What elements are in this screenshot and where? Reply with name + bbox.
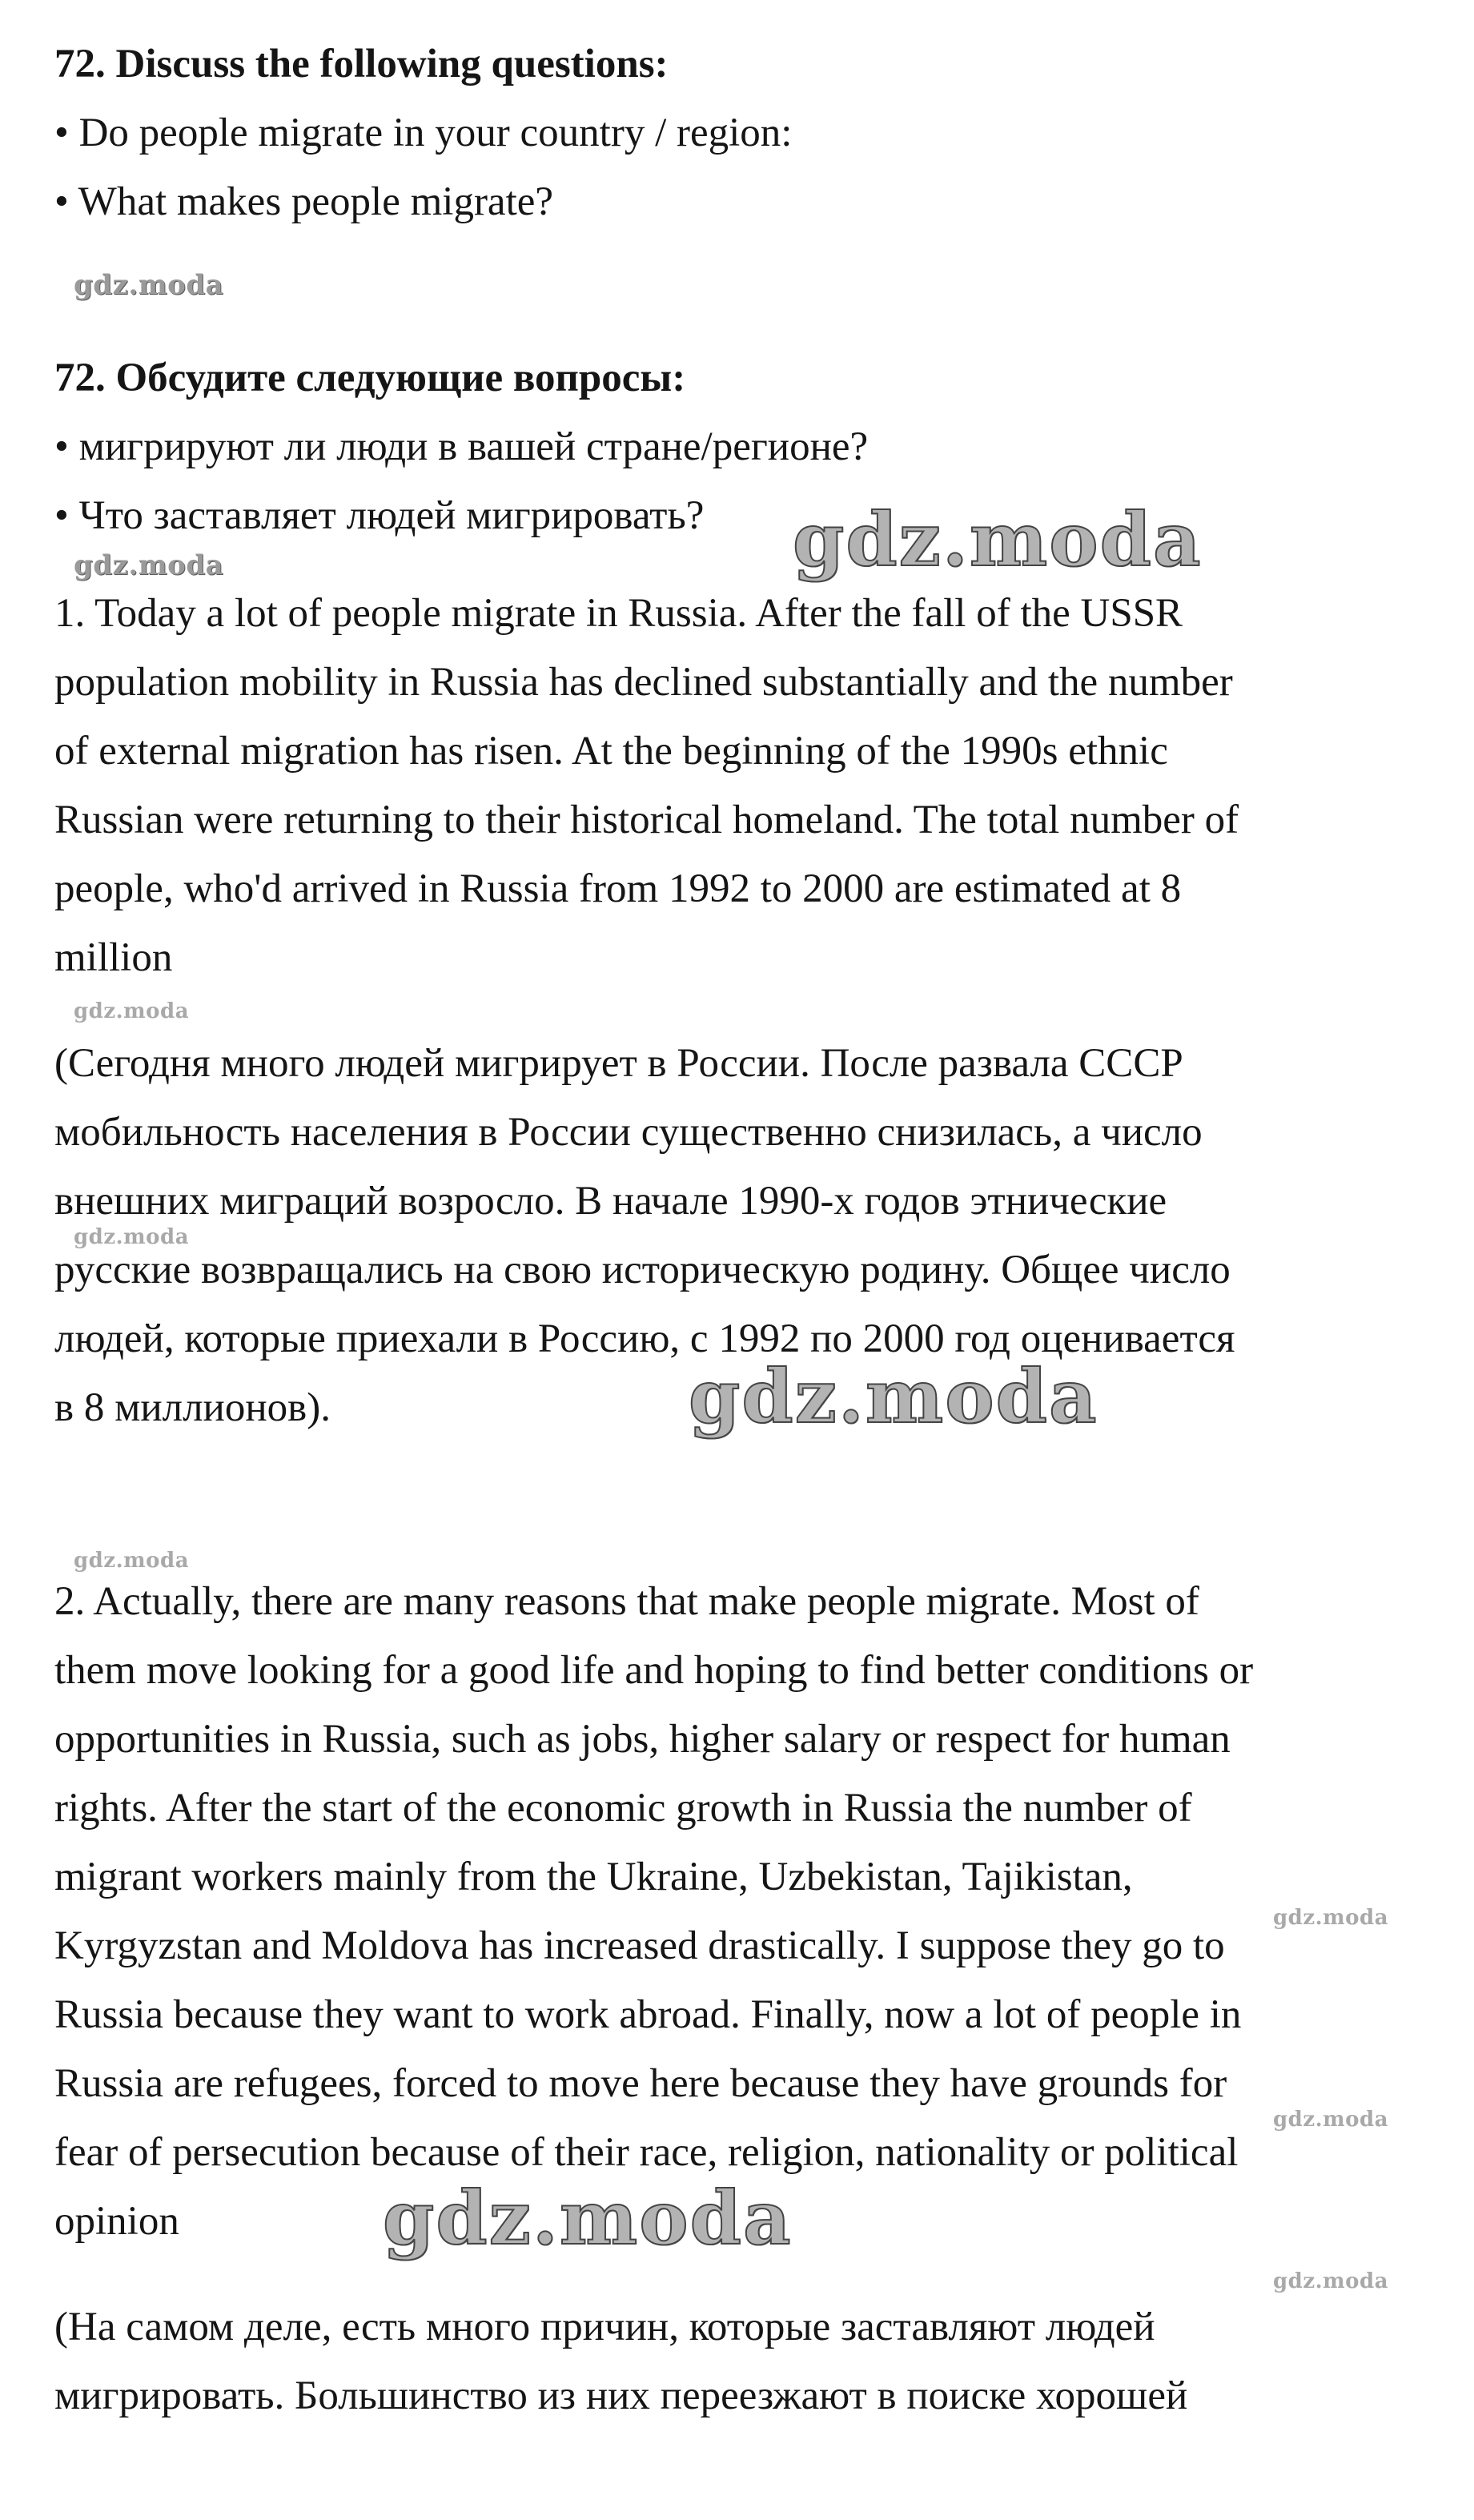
answer1-en-line: 1. Today a lot of people migrate in Russia. After the fall of the USSR bbox=[54, 591, 1183, 636]
watermark: gdz.moda bbox=[1273, 2108, 1389, 2132]
watermark: gdz.moda bbox=[383, 2175, 793, 2261]
task-heading-ru: 72. Обсудите следующие вопросы: bbox=[54, 356, 686, 400]
answer2-ru-line: (На самом деле, есть много причин, которые заставляют людей bbox=[54, 2305, 1155, 2349]
answer1-en-line: Russian were returning to their historical homeland. The total number of bbox=[54, 798, 1239, 842]
answer1-ru-line: (Сегодня много людей мигрирует в России. После развала СССР bbox=[54, 1041, 1183, 1086]
answer1-ru-line: внешних миграций возросло. В начале 1990-х годов этнические bbox=[54, 1179, 1167, 1224]
answer2-en-line: fear of persecution because of their race, religion, nationality or political bbox=[54, 2130, 1239, 2175]
answer2-en-line: Russia because they want to work abroad. Finally, now a lot of people in bbox=[54, 1992, 1242, 2037]
answer2-en-line: 2. Actually, there are many reasons that make people migrate. Most of bbox=[54, 1579, 1199, 1624]
answer1-ru-line: русские возвращались на свою историческую родину. Общее число bbox=[54, 1248, 1231, 1292]
task-question-ru-2: • Что заставляет людей мигрировать? bbox=[54, 493, 705, 538]
answer1-en-line: of external migration has risen. At the beginning of the 1990s ethnic bbox=[54, 729, 1168, 774]
answer2-en-line: opinion bbox=[54, 2199, 179, 2244]
answer2-en-line: rights. After the start of the economic growth in Russia the number of bbox=[54, 1786, 1192, 1831]
task-question-ru-1: • мигрируют ли люди в вашей стране/регионе? bbox=[54, 424, 869, 469]
answer2-en-line: Russia are refugees, forced to move here because they have grounds for bbox=[54, 2061, 1227, 2106]
watermark: gdz.moda bbox=[793, 496, 1203, 583]
answer2-en-line: migrant workers mainly from the Ukraine, Uzbekistan, Tajikistan, bbox=[54, 1855, 1133, 1899]
answer1-ru-line: в 8 миллионов). bbox=[54, 1385, 331, 1430]
watermark: gdz.moda bbox=[74, 269, 224, 301]
task-heading-en: 72. Discuss the following questions: bbox=[54, 42, 669, 86]
watermark: gdz.moda bbox=[1273, 1906, 1389, 1930]
answer1-en-line: people, who'd arrived in Russia from 1992 to 2000 are estimated at 8 bbox=[54, 866, 1182, 911]
answer1-en-line: population mobility in Russia has declined substantially and the number bbox=[54, 660, 1233, 705]
watermark: gdz.moda bbox=[74, 1549, 190, 1573]
watermark: gdz.moda bbox=[1273, 2269, 1389, 2293]
answer1-ru-line: мобильность населения в России существенно снизилась, а число bbox=[54, 1110, 1203, 1155]
answer2-en-line: them move looking for a good life and hoping to find better conditions or bbox=[54, 1648, 1254, 1693]
answer1-ru-line: людей, которые приехали в Россию, с 1992 по 2000 год оценивается bbox=[54, 1316, 1235, 1361]
answer2-en-line: Kyrgyzstan and Moldova has increased drastically. I suppose they go to bbox=[54, 1923, 1225, 1968]
answer2-en-line: opportunities in Russia, such as jobs, higher salary or respect for human bbox=[54, 1717, 1231, 1762]
task-question-en-1: • Do people migrate in your country / region: bbox=[54, 111, 793, 155]
answer2-ru-line: мигрировать. Большинство из них переезжают в поиске хорошей bbox=[54, 2373, 1188, 2418]
watermark: gdz.moda bbox=[74, 999, 190, 1023]
watermark: gdz.moda bbox=[689, 1353, 1098, 1440]
watermark: gdz.moda bbox=[74, 549, 224, 581]
task-question-en-2: • What makes people migrate? bbox=[54, 179, 554, 224]
watermark: gdz.moda bbox=[74, 1225, 190, 1249]
answer1-en-line: million bbox=[54, 935, 173, 980]
